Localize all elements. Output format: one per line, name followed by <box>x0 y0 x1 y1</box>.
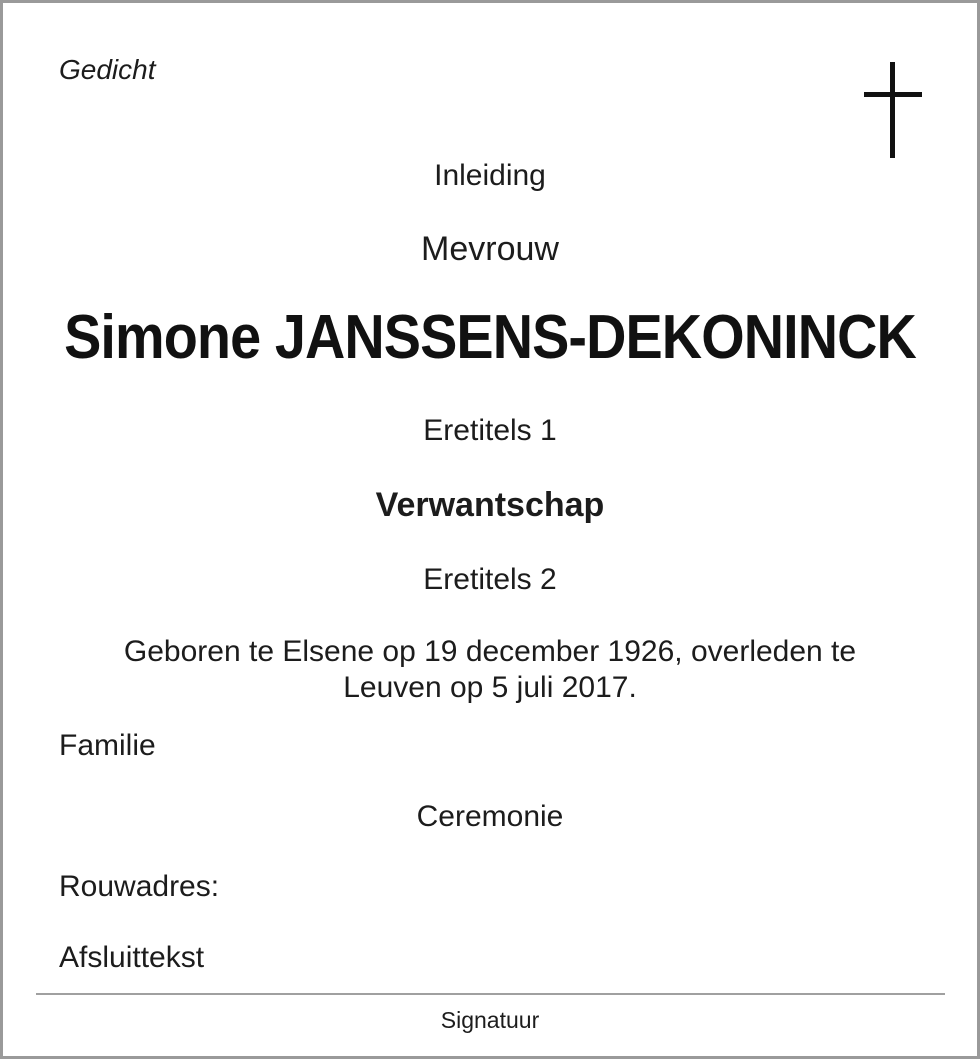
deceased-name: Simone JANSSENS-DEKONINCK <box>64 303 916 372</box>
intro-text: Inleiding <box>434 159 546 192</box>
family-text: Familie <box>59 729 156 762</box>
signature-text: Signatuur <box>440 1007 540 1033</box>
relationship-text: Verwantschap <box>375 486 605 524</box>
ceremony-text: Ceremonie <box>416 800 564 833</box>
cross-horizontal-bar <box>864 92 922 97</box>
mourning-address-label: Rouwadres: <box>59 870 220 903</box>
salutation-text: Mevrouw <box>421 230 559 268</box>
birth-death-text: Geboren te Elsene op 19 december 1926, overleden te Leuven op 5 juli 2017. <box>123 635 857 704</box>
honorary-titles-2: Eretitels 2 <box>423 563 557 596</box>
cross-icon <box>864 62 922 158</box>
cross-vertical-bar <box>890 62 895 158</box>
closing-text: Afsluittekst <box>59 941 205 974</box>
honorary-titles-1: Eretitels 1 <box>423 414 557 447</box>
divider-line <box>36 993 945 995</box>
poem-text: Gedicht <box>59 54 156 85</box>
